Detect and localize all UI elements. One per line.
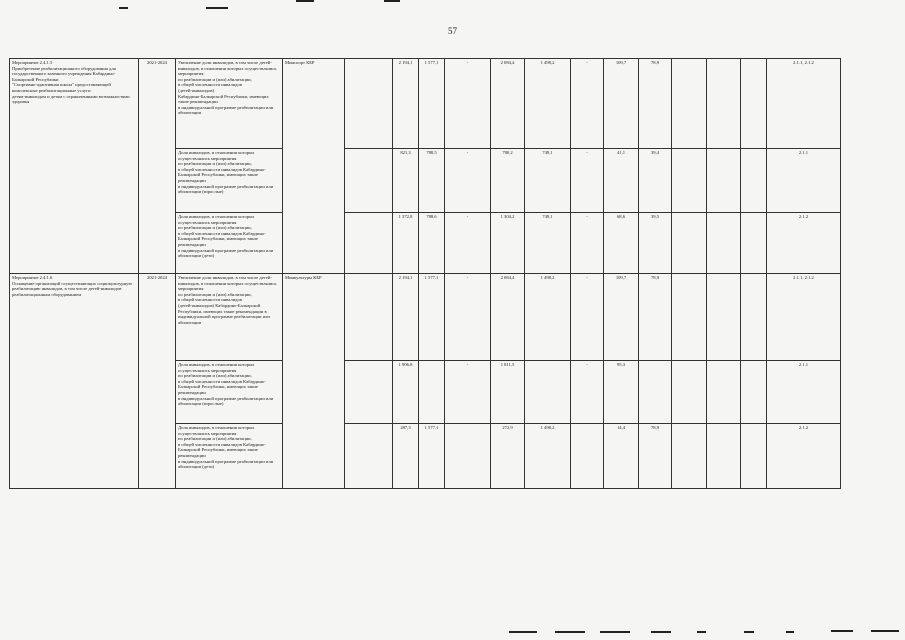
value-cell: 78,9: [639, 59, 672, 149]
empty-cell: [345, 59, 393, 149]
page-number: 57: [448, 26, 457, 36]
value-cell: 78,9: [639, 274, 672, 361]
value-cell: 2 084,4: [491, 59, 525, 149]
value-cell: [639, 361, 672, 424]
value-cell: 287,3: [393, 424, 419, 489]
indicator-cell: Доля инвалидов, в отношении которых осуществлялись мероприятия по реабилитации и (или) абилитации, в общей численности инвалидов Кабардино-Балкарской Республики, имеющих такие рекомендации в индивидуальной программе реабилитации или абилитации (взрослые): [176, 149, 283, 213]
value-cell: 2 194,1: [393, 59, 419, 149]
value-cell: 272,9: [491, 424, 525, 489]
value-cell: 1 811,5: [491, 361, 525, 424]
value-cell: -: [445, 213, 491, 274]
value-cell: 2 194,1: [393, 274, 419, 361]
value-cell: -: [571, 274, 604, 361]
empty-cell: [741, 274, 767, 361]
scan-artifact: [555, 631, 585, 633]
value-cell: 41,1: [604, 149, 639, 213]
value-cell: [419, 361, 445, 424]
indicator-code-cell: 2.1.2: [767, 424, 841, 489]
empty-cell: [707, 424, 741, 489]
empty-cell: [741, 149, 767, 213]
value-cell: 749,1: [525, 149, 571, 213]
period-cell: 2021-2024: [139, 274, 176, 489]
indicator-cell: Доля инвалидов, в отношении которых осуществлялись мероприятия по реабилитации и (или) абилитации, в общей численности инвалидов Кабардино-Балкарской Республики, имеющих такие рекомендации в индивидуальной программе реабилитации или абилитации (взрослые): [176, 361, 283, 424]
scan-artifact: [651, 631, 671, 633]
scan-artifact: [206, 7, 228, 9]
empty-cell: [672, 361, 707, 424]
empty-cell: [345, 274, 393, 361]
empty-cell: [672, 149, 707, 213]
scan-artifact: [831, 630, 853, 632]
empty-cell: [707, 59, 741, 149]
empty-cell: [741, 424, 767, 489]
value-cell: 39,4: [639, 149, 672, 213]
scan-artifact: [509, 631, 537, 633]
value-cell: 78,9: [639, 424, 672, 489]
empty-cell: [707, 149, 741, 213]
value-cell: 780,2: [491, 149, 525, 213]
value-cell: 109,7: [604, 274, 639, 361]
indicator-cell: Увеличение доли инвалидов, в том числе детей-инвалидов, в отношении которых осуществлялись мероприятия по реабилитации и (или) абилитации, в общей численности инвалидов (детей-инвалидов) Кабардино-Балкарской Республики, имеющих такие рекомендации в индивидуальной программе реабилитации или абилитации: [176, 59, 283, 149]
empty-cell: [345, 424, 393, 489]
value-cell: 1 577,1: [419, 59, 445, 149]
value-cell: -: [571, 59, 604, 149]
activity-cell: Мероприятие 2.4.1.6 Оснащение организаций осуществляющих социокультурную реабилитацию инвалидов, в том числе детей-инвалидов реабилитационным оборудованием: [10, 274, 139, 489]
value-cell: -: [571, 149, 604, 213]
indicator-code-cell: 2.1.2: [767, 213, 841, 274]
value-cell: 1 498,2: [525, 274, 571, 361]
value-cell: 95,3: [604, 361, 639, 424]
value-cell: 68,6: [604, 213, 639, 274]
value-cell: 14,4: [604, 424, 639, 489]
scan-artifact: [296, 0, 314, 2]
executor-cell: Минспорт КБР: [283, 59, 345, 274]
empty-cell: [672, 274, 707, 361]
value-cell: 1 372,8: [393, 213, 419, 274]
empty-cell: [345, 149, 393, 213]
scan-artifact: [871, 630, 899, 632]
empty-cell: [707, 213, 741, 274]
scan-artifact: [119, 7, 128, 9]
value-cell: -: [445, 59, 491, 149]
empty-cell: [345, 361, 393, 424]
empty-cell: [672, 213, 707, 274]
value-cell: 821,3: [393, 149, 419, 213]
empty-cell: [741, 59, 767, 149]
indicator-code-cell: 2.1.1, 2.1.2: [767, 274, 841, 361]
empty-cell: [672, 424, 707, 489]
value-cell: -: [571, 213, 604, 274]
value-cell: -: [445, 274, 491, 361]
value-cell: [571, 424, 604, 489]
scan-artifact: [600, 631, 630, 633]
indicator-cell: Доля инвалидов, в отношении которых осуществлялись мероприятия по реабилитации и (или) абилитации, в общей численности инвалидов Кабардино-Балкарской Республики, имеющих такие рекомендации в индивидуальной программе реабилитации или абилитации (дети): [176, 424, 283, 489]
value-cell: 109,7: [604, 59, 639, 149]
empty-cell: [741, 213, 767, 274]
value-cell: -: [445, 361, 491, 424]
empty-cell: [707, 274, 741, 361]
value-cell: 788,6: [419, 213, 445, 274]
empty-cell: [707, 361, 741, 424]
value-cell: 1 498,2: [525, 424, 571, 489]
indicator-code-cell: 2.1.1, 2.1.2: [767, 59, 841, 149]
value-cell: 788,5: [419, 149, 445, 213]
indicator-code-cell: 2.1.1: [767, 149, 841, 213]
value-cell: 1 577,1: [419, 424, 445, 489]
executor-cell: Минкультуры КБР: [283, 274, 345, 489]
scan-artifact: [786, 631, 794, 633]
value-cell: -: [571, 361, 604, 424]
program-activities-table: [9, 58, 841, 489]
indicator-cell: Увеличение доли инвалидов, в том числе детей-инвалидов, в отношении которых осуществлялись мероприятия по реабилитации и (или) абилитации, в общей численности инвалидов (детей-инвалидов) Кабардино-Балкарской Республики, имеющих такие рекомендации в индивидуальной программе реабилитации или абилитации: [176, 274, 283, 361]
value-cell: 1 304,2: [491, 213, 525, 274]
scan-artifact: [384, 0, 400, 2]
empty-cell: [672, 59, 707, 149]
value-cell: -: [445, 149, 491, 213]
indicator-cell: Доля инвалидов, в отношении которых осуществлялись мероприятия по реабилитации и (или) абилитации, в общей численности инвалидов Кабардино-Балкарской Республики, имеющих такие рекомендации в индивидуальной программе реабилитации или абилитации (дети): [176, 213, 283, 274]
period-cell: 2021-2024: [139, 59, 176, 274]
scan-artifact: [744, 631, 754, 633]
value-cell: 749,1: [525, 213, 571, 274]
value-cell: 1 906,8: [393, 361, 419, 424]
table-row: [10, 59, 841, 149]
indicator-code-cell: 2.1.1: [767, 361, 841, 424]
value-cell: 39,5: [639, 213, 672, 274]
value-cell: [445, 424, 491, 489]
value-cell: 1 498,2: [525, 59, 571, 149]
value-cell: 1 577,1: [419, 274, 445, 361]
empty-cell: [741, 361, 767, 424]
value-cell: [525, 361, 571, 424]
empty-cell: [345, 213, 393, 274]
activity-cell: Мероприятие 2.4.1.5 Приобретение реабилитационного оборудования для государственного казенного учреждения Кабардино-Балкарской Республики "Спортивно-адаптивная школа" предоставляющей комплексные реабилитационные услуги детям-инвалидам и детям с ограниченными возможностями здоровья: [10, 59, 139, 274]
value-cell: 2 084,4: [491, 274, 525, 361]
table-row: [10, 274, 841, 361]
scan-artifact: [697, 631, 706, 633]
